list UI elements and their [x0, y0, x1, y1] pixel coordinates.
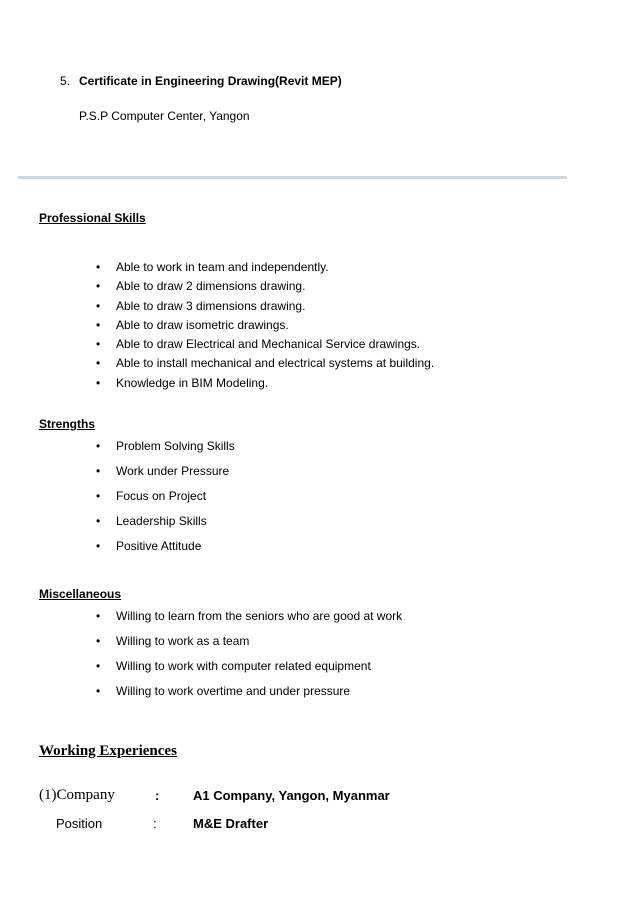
- list-item: [96, 297, 434, 316]
- list-item-text: Leadership Skills: [116, 514, 207, 528]
- list-item: [96, 534, 235, 559]
- list-item-text: Positive Attitude: [116, 539, 202, 553]
- list-item-text: Able to draw 2 dimensions drawing.: [116, 279, 306, 294]
- strengths-heading: Strengths: [39, 417, 96, 431]
- bullet-icon: •: [96, 514, 101, 528]
- list-item-text: Problem Solving Skills: [116, 439, 235, 453]
- certificate-number: 5.: [60, 74, 71, 88]
- list-item: [96, 484, 235, 509]
- miscellaneous-list: [96, 604, 402, 704]
- bullet-icon: •: [96, 539, 101, 553]
- list-item: [96, 604, 402, 629]
- list-item: [96, 654, 402, 679]
- bullet-icon: •: [96, 439, 101, 453]
- bullet-icon: •: [96, 298, 101, 313]
- company-label: (1)Company: [39, 787, 115, 803]
- bullet-icon: •: [96, 634, 101, 648]
- list-item: [96, 629, 402, 654]
- bullet-icon: •: [96, 356, 101, 371]
- list-item-text: Knowledge in BIM Modeling.: [116, 375, 269, 390]
- list-item-text: Willing to work as a team: [116, 634, 250, 648]
- list-item-text: Able to install mechanical and electrical systems at building.: [116, 356, 435, 371]
- list-item: [96, 374, 434, 393]
- list-item: [96, 277, 434, 296]
- bullet-icon: •: [96, 659, 101, 673]
- list-item: [96, 258, 434, 277]
- list-item-text: Work under Pressure: [116, 464, 230, 478]
- strengths-list: [96, 434, 235, 559]
- list-item-text: Able to draw 3 dimensions drawing.: [116, 298, 306, 313]
- list-item: [96, 679, 402, 704]
- list-item: [96, 459, 235, 484]
- list-item: [96, 354, 434, 373]
- working-experiences-heading: Working Experiences: [39, 743, 177, 759]
- professional-skills-list: [96, 258, 434, 393]
- position-value: M&E Drafter: [193, 816, 269, 831]
- section-divider: [18, 176, 567, 179]
- list-item: [96, 434, 235, 459]
- list-item-text: Able to draw Electrical and Mechanical Service drawings.: [116, 337, 421, 352]
- list-item-text: Willing to work with computer related equipment: [116, 659, 371, 673]
- bullet-icon: •: [96, 317, 101, 332]
- list-item-text: Able to work in team and independently.: [116, 260, 329, 274]
- bullet-icon: •: [96, 260, 101, 274]
- bullet-icon: •: [96, 684, 101, 698]
- bullet-icon: •: [96, 609, 101, 623]
- company-value: A1 Company, Yangon, Myanmar: [193, 788, 390, 803]
- bullet-icon: •: [96, 337, 101, 352]
- bullet-icon: •: [96, 464, 101, 478]
- list-item: [96, 316, 434, 335]
- bullet-icon: •: [96, 279, 101, 294]
- list-item-text: Focus on Project: [116, 489, 207, 503]
- list-item-text: Willing to work overtime and under pressure: [116, 684, 351, 698]
- list-item: [96, 335, 434, 354]
- bullet-icon: •: [96, 489, 101, 503]
- company-colon: :: [155, 788, 160, 803]
- certificate-institution: P.S.P Computer Center, Yangon: [79, 109, 250, 123]
- list-item: [96, 509, 235, 534]
- professional-skills-heading: Professional Skills: [39, 211, 146, 225]
- position-colon: :: [153, 816, 157, 831]
- list-item-text: Willing to learn from the seniors who are good at work: [116, 609, 403, 623]
- list-item-text: Able to draw isometric drawings.: [116, 317, 289, 332]
- bullet-icon: •: [96, 375, 101, 390]
- position-label: Position: [56, 816, 103, 831]
- certificate-title: Certificate in Engineering Drawing(Revit MEP): [79, 74, 342, 88]
- miscellaneous-heading: Miscellaneous: [39, 587, 122, 601]
